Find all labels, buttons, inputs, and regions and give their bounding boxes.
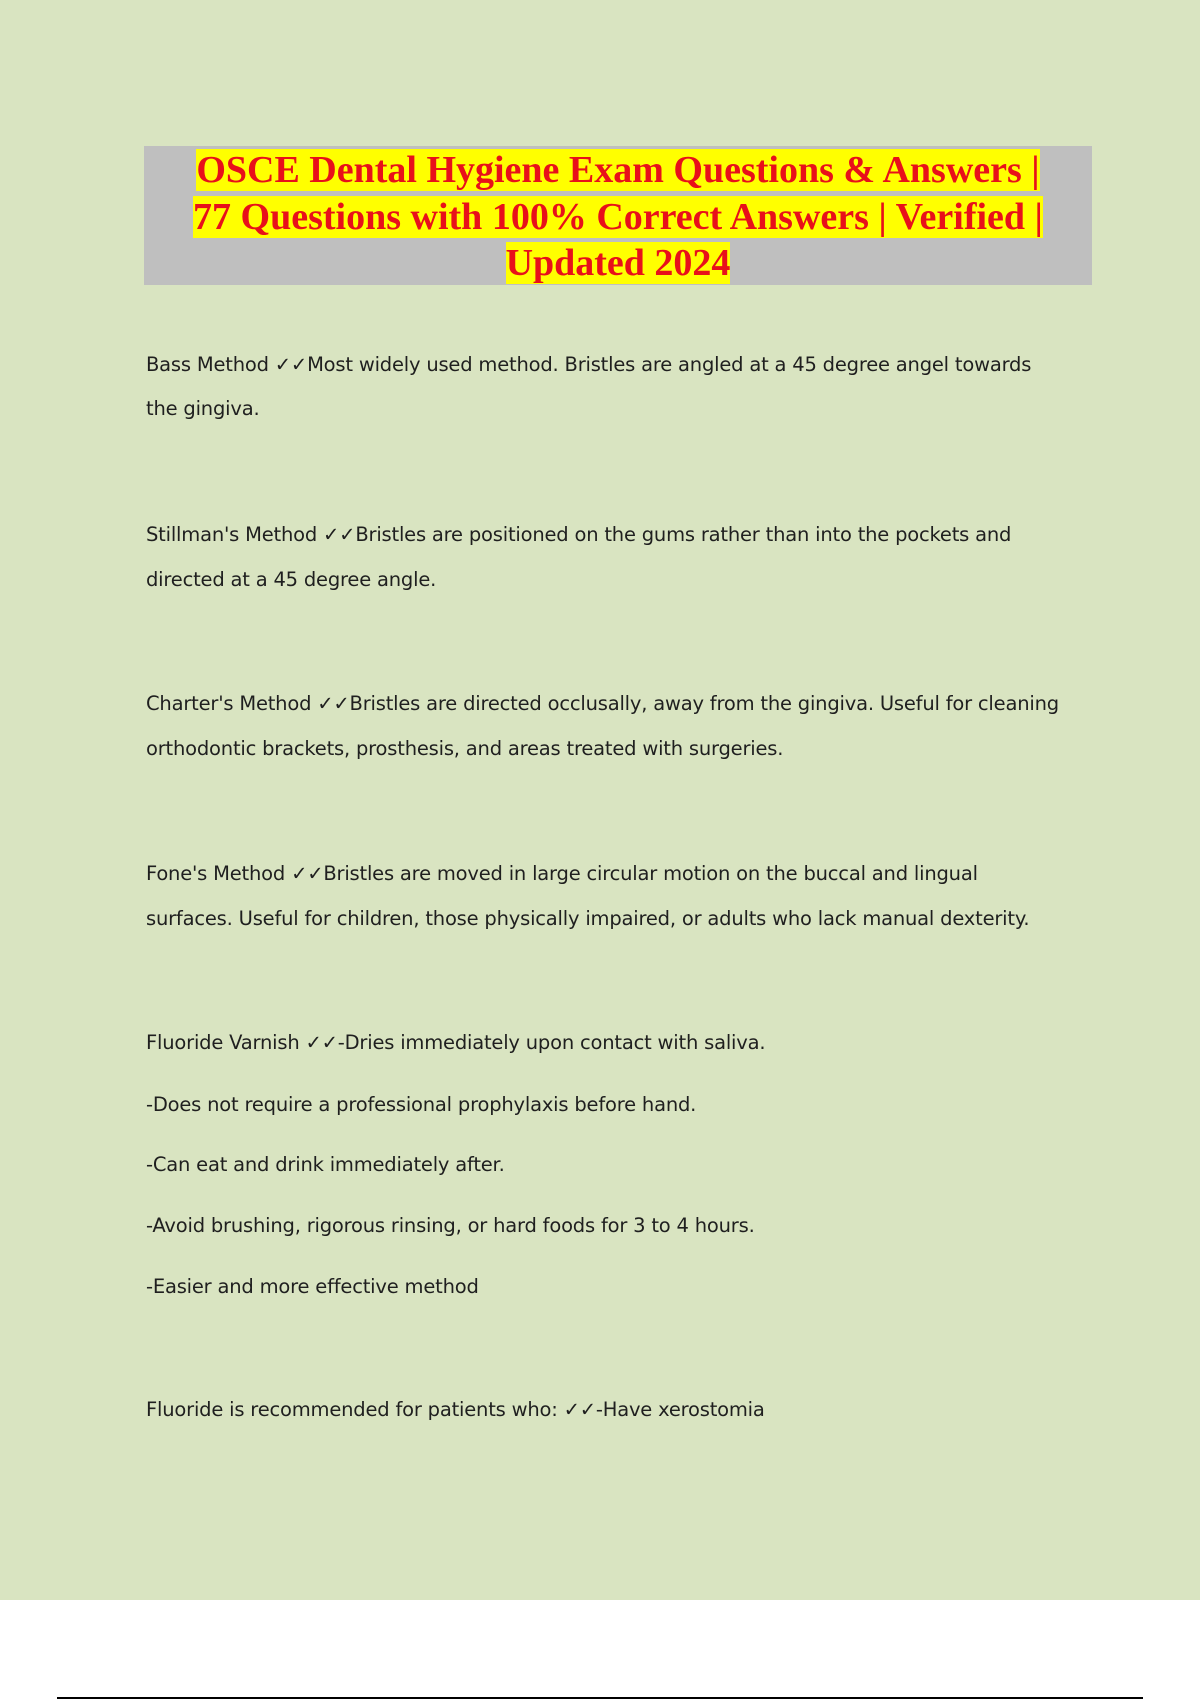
entry-term: Stillman's Method (146, 523, 318, 546)
document-title (144, 146, 1092, 287)
qa-entry-bass-method (146, 353, 1031, 377)
entry-answer-line: -Does not require a professional prophylaxis before hand. (146, 1093, 697, 1116)
qa-entry-fluoride-recommended (146, 1398, 765, 1422)
entry-answer-line: the gingiva. (146, 397, 260, 420)
entry-term: Charter's Method (146, 692, 312, 715)
entry-answer-line: surfaces. Useful for children, those physically impaired, or adults who lack manual dexterity. (146, 907, 1030, 930)
qa-entry-fones-method (146, 862, 978, 886)
entry-answer-line: Bristles are positioned on the gums rather than into the pockets and (355, 523, 1012, 546)
check-mark-icon: ✓✓ (323, 523, 356, 546)
entry-answer-line: -Avoid brushing, rigorous rinsing, or hard foods for 3 to 4 hours. (146, 1214, 755, 1237)
check-mark-icon: ✓✓ (274, 353, 308, 376)
qa-entry-charters-method (146, 692, 1059, 716)
check-mark-icon: ✓✓ (305, 1031, 338, 1054)
check-mark-icon: ✓✓ (291, 862, 324, 885)
title-line-2: 77 Questions with 100% Correct Answers | Verified | (193, 195, 1043, 238)
entry-term: Fluoride is recommended for patients who: (146, 1398, 558, 1421)
footer-divider (57, 1697, 1143, 1699)
entry-answer-line: Bristles are directed occlusally, away from the gingiva. Useful for cleaning (349, 692, 1059, 715)
entry-answer-line: -Easier and more effective method (146, 1275, 479, 1298)
entry-answer-line: Most widely used method. Bristles are angled at a 45 degree angel towards (307, 353, 1032, 376)
title-line-3: Updated 2024 (505, 242, 731, 284)
title-banner (144, 146, 1092, 285)
entry-answer-line: directed at a 45 degree angle. (146, 568, 437, 591)
entry-answer-line: Bristles are moved in large circular motion on the buccal and lingual (323, 862, 978, 885)
entry-term: Fone's Method (146, 862, 286, 885)
entry-answer-line: -Dries immediately upon contact with saliva. (337, 1031, 766, 1054)
entry-answer-line: -Have xerostomia (595, 1398, 765, 1421)
qa-entry-fluoride-varnish (146, 1031, 765, 1055)
qa-entry-stillmans-method (146, 523, 1011, 547)
entry-answer-line: -Can eat and drink immediately after. (146, 1153, 505, 1176)
title-line-1: OSCE Dental Hygiene Exam Questions & Answers | (196, 149, 1040, 191)
entry-term: Bass Method (146, 353, 269, 376)
check-mark-icon: ✓✓ (563, 1398, 596, 1421)
entry-answer-line: orthodontic brackets, prosthesis, and areas treated with surgeries. (146, 737, 784, 760)
entry-term: Fluoride Varnish (146, 1031, 300, 1054)
check-mark-icon: ✓✓ (317, 692, 350, 715)
